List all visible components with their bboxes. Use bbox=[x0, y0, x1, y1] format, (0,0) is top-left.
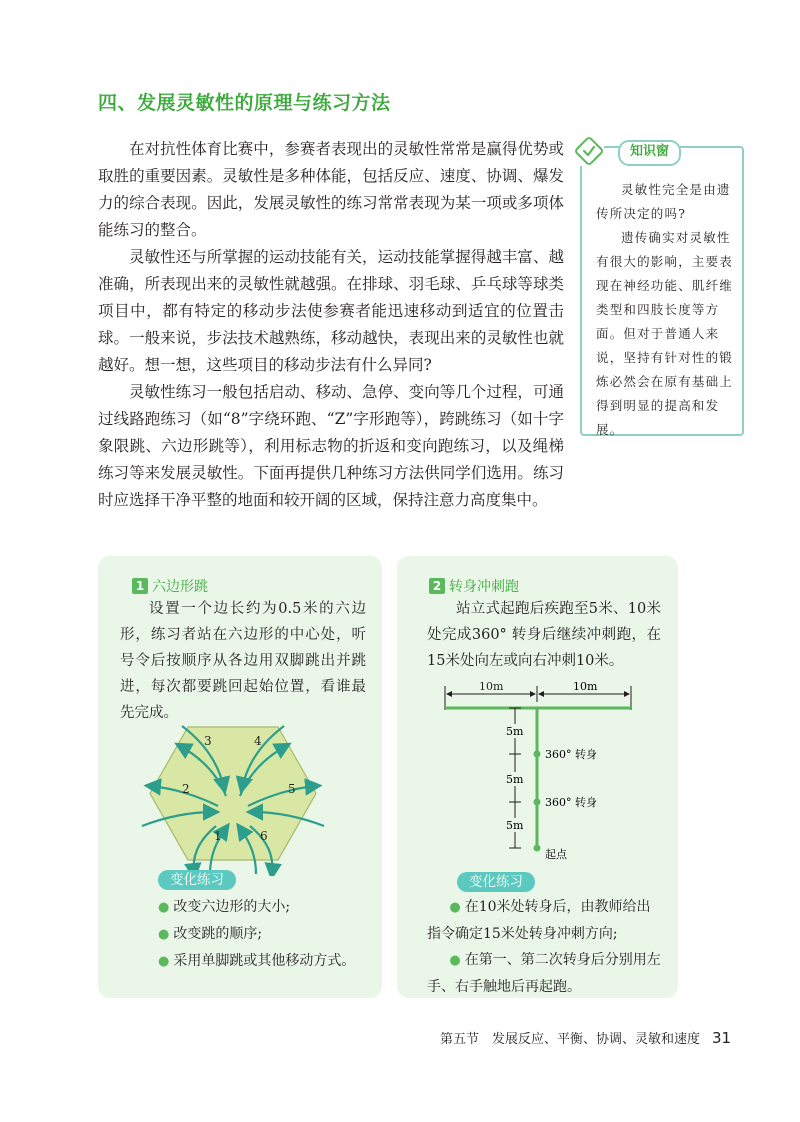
right-distance-label: 10m bbox=[573, 682, 598, 693]
knowledge-window-title: 知识窗 bbox=[618, 140, 681, 166]
diamond-check-icon bbox=[574, 136, 604, 166]
turn-label-1: 360° 转身 bbox=[545, 748, 597, 761]
segment-label-1: 5m bbox=[506, 725, 524, 738]
hex-label-5: 5 bbox=[288, 782, 296, 796]
variation-label-left: 变化练习 bbox=[158, 870, 236, 890]
turn-point-1 bbox=[534, 751, 541, 758]
main-body bbox=[98, 136, 564, 514]
variation-list-right bbox=[427, 894, 663, 1000]
hexagon-jump-title-text: 六边形跳 bbox=[152, 579, 208, 595]
variation-item: ● 改变六边形的大小; bbox=[158, 899, 291, 915]
variation-list-left bbox=[158, 894, 368, 975]
knowledge-window-body bbox=[596, 178, 736, 442]
turn-sprint-description bbox=[427, 596, 661, 674]
variation-item: ● 采用单脚跳或其他移动方式。 bbox=[158, 953, 356, 969]
start-point bbox=[534, 845, 541, 852]
turn-sprint-text: 站立式起跑后疾跑至5米、10米处完成360° 转身后继续冲刺跑，在15米处向左或向右冲刺10米。 bbox=[427, 601, 661, 669]
start-label: 起点 bbox=[545, 848, 567, 861]
paragraph-1: 在对抗性体育比赛中，参赛者表现出的灵敏性常常是赢得优势或取胜的重要因素。灵敏性是多种体能，包括反应、速度、协调、爆发力的综合表现。因此，发展灵敏性的练习常常表现为某一项或多项体能练习的整合。 bbox=[98, 140, 564, 239]
exercise-number-badge: 2 bbox=[429, 578, 445, 594]
hexagon-jump-description bbox=[120, 596, 366, 726]
left-distance-label: 10m bbox=[479, 682, 504, 693]
hex-label-1: 1 bbox=[214, 829, 222, 843]
hexagon-jump-text: 设置一个边长约为0.5米的六边形，练习者站在六边形的中心处，听号令后按顺序从各边用双脚跳出并跳进，每次都要跳回起始位置，看谁最先完成。 bbox=[120, 601, 366, 721]
hex-label-2: 2 bbox=[182, 782, 190, 796]
turn-label-2: 360° 转身 bbox=[545, 796, 597, 809]
hex-label-4: 4 bbox=[254, 734, 262, 748]
knowledge-question: 灵敏性完全是由遗传所决定的吗? bbox=[596, 182, 731, 221]
turn-sprint-title bbox=[429, 576, 519, 596]
hexagon-diagram bbox=[98, 716, 382, 876]
sprint-route-diagram bbox=[397, 682, 678, 862]
hex-label-3: 3 bbox=[204, 734, 212, 748]
paragraph-2: 灵敏性还与所掌握的运动技能有关，运动技能掌握得越丰富、越准确，所表现出来的灵敏性就越强。在排球、羽毛球、乒乓球等球类项目中，都有特定的移动步法使参赛者能迅速移动到适宜的位置击球。一般来说，步法技术越熟练，移动越快，表现出来的灵敏性也就越好。想一想，这些项目的移动步法有什么异同? bbox=[98, 248, 564, 374]
footer-section-title: 第五节 发展反应、平衡、协调、灵敏和速度 bbox=[440, 1032, 701, 1047]
turn-point-2 bbox=[534, 799, 541, 806]
hexagon-jump-panel bbox=[98, 556, 382, 998]
knowledge-answer: 遗传确实对灵敏性有很大的影响，主要表现在神经功能、肌纤维类型和四肢长度等方面。但对于普通人来说，坚持有针对性的锻炼必然会在原有基础上得到明显的提高和发展。 bbox=[596, 230, 734, 437]
variation-item: ● 在第一、第二次转身后分别用左手、右手触地后再起跑。 bbox=[427, 952, 661, 995]
hexagon-jump-title bbox=[132, 576, 208, 596]
variation-item: ● 在10米处转身后，由教师给出指令确定15米处转身冲刺方向; bbox=[427, 899, 651, 942]
knowledge-window-badge bbox=[574, 136, 604, 166]
exercise-number-badge: 1 bbox=[132, 578, 148, 594]
variation-item: ● 改变跳的顺序; bbox=[158, 926, 263, 942]
hex-label-6: 6 bbox=[260, 829, 268, 843]
section-heading: 四、发展灵敏性的原理与练习方法 bbox=[98, 92, 391, 114]
variation-label-right: 变化练习 bbox=[457, 872, 535, 892]
turn-sprint-panel bbox=[397, 556, 678, 998]
segment-label-2: 5m bbox=[506, 773, 524, 786]
knowledge-window bbox=[580, 146, 744, 436]
segment-label-3: 5m bbox=[506, 819, 524, 832]
page-footer bbox=[440, 1028, 731, 1047]
paragraph-3: 灵敏性练习一般包括启动、移动、急停、变向等几个过程，可通过线路跑练习（如“8”字绕环跑、“Z”字形跑等），跨跳练习（如十字象限跳、六边形跳等），利用标志物的折返和变向跑练习，以及绳梯练习等来发展灵敏性。下面再提供几种练习方法供同学们选用。练习时应选择干净平整的地面和较开阔的区域，保持注意力高度集中。 bbox=[98, 383, 564, 509]
page-number: 31 bbox=[712, 1029, 732, 1047]
turn-sprint-title-text: 转身冲刺跑 bbox=[449, 579, 519, 595]
